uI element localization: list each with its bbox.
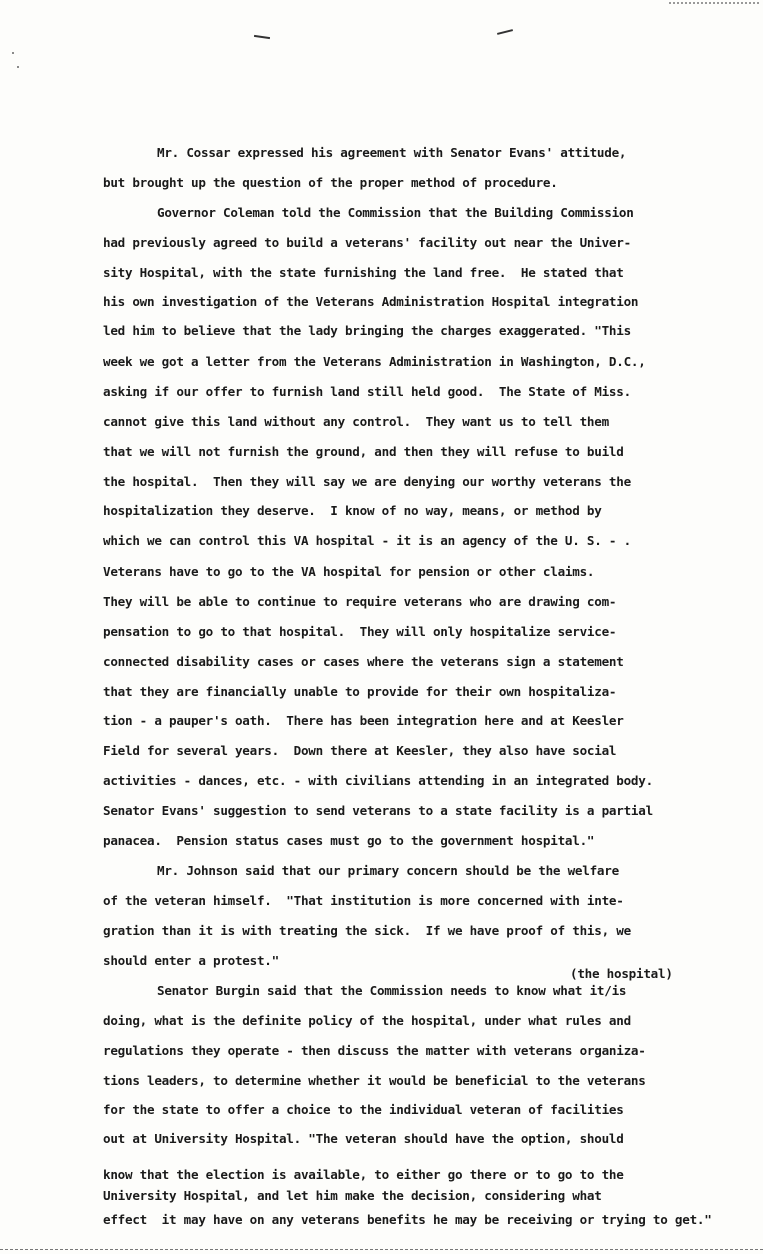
handwritten-insert: (the hospital) bbox=[570, 966, 673, 981]
text-line: connected disability cases or cases where the veterans sign a statement bbox=[103, 654, 624, 669]
text-line: tion - a pauper's oath. There has been integration here and at Keesler bbox=[103, 713, 624, 728]
text-line: out at University Hospital. "The veteran should have the option, should bbox=[103, 1131, 624, 1146]
text-line: that we will not furnish the ground, and then they will refuse to build bbox=[103, 444, 624, 459]
text-line: of the veteran himself. "That institution is more concerned with inte- bbox=[103, 893, 624, 908]
text-line: tions leaders, to determine whether it would be beneficial to the veterans bbox=[103, 1073, 646, 1088]
text-line: activities - dances, etc. - with civilians attending in an integrated body. bbox=[103, 773, 653, 788]
text-line: sity Hospital, with the state furnishing the land free. He stated that bbox=[103, 265, 624, 280]
text-line: Field for several years. Down there at Keesler, they also have social bbox=[103, 743, 617, 758]
text-line: had previously agreed to build a veterans' facility out near the Univer- bbox=[103, 235, 631, 250]
text-line: They will be able to continue to require veterans who are drawing com- bbox=[103, 594, 617, 609]
text-line: Senator Evans' suggestion to send veterans to a state facility is a partial bbox=[103, 803, 653, 818]
text-line: regulations they operate - then discuss the matter with veterans organiza- bbox=[103, 1043, 646, 1058]
text-line: doing, what is the definite policy of the hospital, under what rules and bbox=[103, 1013, 631, 1028]
text-line: hospitalization they deserve. I know of no way, means, or method by bbox=[103, 503, 602, 518]
top-edge-dots bbox=[669, 2, 759, 4]
text-line: know that the election is available, to either go there or to go to the bbox=[103, 1167, 624, 1182]
text-line: for the state to offer a choice to the individual veteran of facilities bbox=[103, 1102, 624, 1117]
text-line: should enter a protest." bbox=[103, 953, 279, 968]
text-line: University Hospital, and let him make the decision, considering what bbox=[103, 1188, 602, 1203]
text-line: gration than it is with treating the sick. If we have proof of this, we bbox=[103, 923, 631, 938]
text-line: the hospital. Then they will say we are denying our worthy veterans the bbox=[103, 474, 631, 489]
text-line: panacea. Pension status cases must go to the government hospital." bbox=[103, 833, 595, 848]
text-line: Veterans have to go to the VA hospital for pension or other claims. bbox=[103, 564, 595, 579]
text-line: effect it may have on any veterans benefits he may be receiving or trying to get." bbox=[103, 1212, 712, 1227]
text-line: week we got a letter from the Veterans Administration in Washington, D.C., bbox=[103, 354, 646, 369]
text-line: Mr. Cossar expressed his agreement with Senator Evans' attitude, bbox=[157, 145, 627, 160]
bottom-edge-rule bbox=[0, 1249, 763, 1250]
text-line: cannot give this land without any control. They want us to tell them bbox=[103, 414, 609, 429]
text-line: Governor Coleman told the Commission that the Building Commission bbox=[157, 205, 634, 220]
text-line: his own investigation of the Veterans Administration Hospital integration bbox=[103, 294, 639, 309]
punch-mark-right bbox=[497, 29, 513, 35]
text-line: Senator Burgin said that the Commission needs to know what it/is bbox=[157, 983, 627, 998]
text-line: which we can control this VA hospital - it is an agency of the U. S. - . bbox=[103, 533, 631, 548]
margin-speck bbox=[12, 52, 14, 54]
text-line: but brought up the question of the proper method of procedure. bbox=[103, 175, 558, 190]
margin-speck bbox=[17, 66, 19, 68]
text-line: pensation to go to that hospital. They will only hospitalize service- bbox=[103, 624, 617, 639]
text-line: Mr. Johnson said that our primary concern should be the welfare bbox=[157, 863, 619, 878]
text-line: asking if our offer to furnish land still held good. The State of Miss. bbox=[103, 384, 631, 399]
punch-mark-left bbox=[254, 35, 270, 39]
text-line: led him to believe that the lady bringing the charges exaggerated. "This bbox=[103, 323, 631, 338]
text-line: that they are financially unable to provide for their own hospitaliza- bbox=[103, 684, 617, 699]
